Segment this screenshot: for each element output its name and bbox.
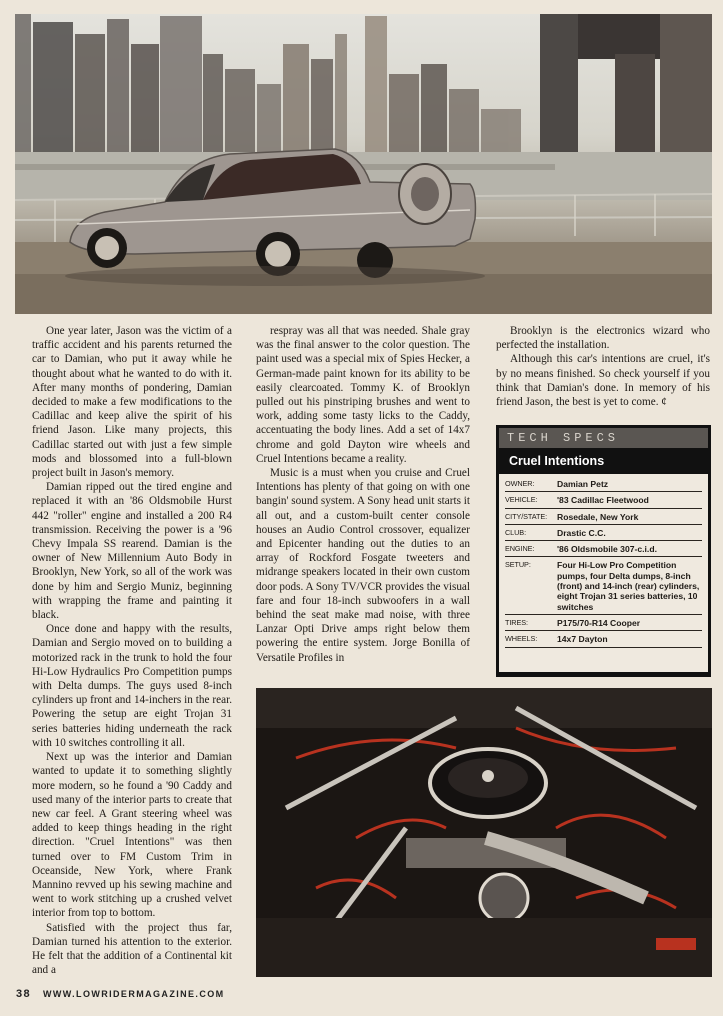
article-paragraph: Once done and happy with the results, Damian and Sergio moved on to building a motorized rack in the trunk to hold the four Hi-Low Hydraulics Pro Competition pumps with Delta dumps. The guys used 8-inch cylinders up front and 14-inchers in the rear. Powering the setup are eight Trojan 31 series batteries hiding underneath the rack with 10 switches controlling it all. bbox=[32, 623, 232, 749]
spec-value: 14x7 Dayton bbox=[557, 634, 608, 645]
engine-photo-illustration bbox=[256, 688, 712, 977]
spec-value: Damian Petz bbox=[557, 479, 609, 489]
spec-label: ENGINE: bbox=[505, 544, 535, 554]
tech-specs-box bbox=[496, 425, 711, 677]
spec-label: OWNER: bbox=[505, 479, 535, 488]
article-paragraph: Brooklyn is the electronics wizard who perfected the installation. bbox=[496, 325, 710, 352]
article-paragraph: Damian ripped out the tired engine and replaced it with an '86 Oldsmobile Hurst 442 "roller" engine and installed a 200 R4 transmission. Receiving the power is a '96 Chevy Impala SS rearend. Damian is the owner of New Millennium Auto Body in Brooklyn, New York, so all of the work was done by him and Sergio Muniz, beginning with wrapping the frame and painting it black. bbox=[32, 481, 232, 622]
spec-value: Rosedale, New York bbox=[557, 511, 639, 522]
spec-value: P175/70-R14 Cooper bbox=[557, 617, 641, 628]
website-url: WWW.LOWRIDERMAGAZINE.COM bbox=[42, 989, 225, 999]
tech-specs-table bbox=[499, 474, 708, 672]
spec-value: '83 Cadillac Fleetwood bbox=[557, 495, 649, 506]
spec-value: Drastic C.C. bbox=[557, 527, 606, 538]
spec-label: CITY/STATE: bbox=[505, 511, 548, 521]
engine-bay-photo bbox=[256, 688, 712, 977]
article-paragraph: One year later, Jason was the victim of a traffic accident and his parents returned the car to Damian, who put it away while he thought about what he wanted to do with it. After many months of pondering, Damian decided to make a few modifications to the Cadillac and keep alive the spirit of his friend Jason. Like many projects, this Cadillac started out with just a few simple mods and blossomed into a full-blown project built in Jason's memory. bbox=[32, 325, 232, 480]
tech-specs-header: TECH SPECS bbox=[499, 428, 708, 448]
article-paragraph: respray was all that was needed. Shale gray was the final answer to the color question. The paint used was a special mix of Spies Hecker, a German-made paint known for its ability to be easily clearcoated. Tommy K. of Brooklyn pulled out his pinstriping brushes and went to work, adding some tasty licks to the Caddy, accentuating the body lines. Add a set of 14x7 chrome and gold Dayton wire wheels and Cruel Intentions became a reality. bbox=[256, 325, 470, 465]
spec-label: VEHICLE: bbox=[505, 495, 538, 505]
article-column-2 bbox=[256, 324, 470, 665]
article-paragraph: Music is a must when you cruise and Cruel Intentions has plenty of that going on with one bangin' sound system. A Sony head unit starts it all out, and a custom-built center console houses an Audio Control crossover, equalizer and Epicenter handing out the duties to an array of Rockford Fosgate tweeters and midrange speakers located in their own custom door pods. A Sony TV/VCR provides the visual fare and four 18-inch subwoofers in a wall behind the seat make mad noise, with three Lanzar Opti Drive amps right below them powering the entire system. Jorge Bonilla of Versatile Profiles in bbox=[256, 467, 470, 664]
spec-value: Four Hi-Low Pro Competition pumps, four Delta dumps, 8-inch (front) and 14-inch (rear) cylinders, eight Trojan 31 series batteries, 10 switches bbox=[557, 560, 700, 612]
article-column-1 bbox=[32, 324, 232, 977]
spec-value: '86 Oldsmobile 307-c.i.d. bbox=[557, 544, 657, 555]
spec-row-engine bbox=[505, 541, 702, 557]
spec-label: CLUB: bbox=[505, 527, 526, 537]
article-paragraph: Although this car's intentions are cruel, it's by no means finished. So check yourself if you think that Damian's done. In memory of his friend Jason, the best is yet to come. ¢ bbox=[496, 353, 710, 409]
page-footer bbox=[16, 988, 225, 1000]
spec-row-city-state bbox=[505, 509, 702, 525]
cadillac-skyline-photo bbox=[15, 14, 712, 314]
article-paragraph: Next up was the interior and Damian wanted to update it to something slightly more modern, so he found a '90 Caddy and used many of the interior parts to create that new car feel. A Grant steering wheel was added to keep things heading in the right direction. "Cruel Intentions" was then turned over to FM Custom Trim in Oceanside, New York, where Frank Mannino revved up his sewing machine and went to work stitching up a crushed velvet interior from top to bottom. bbox=[32, 751, 232, 920]
article-paragraph: Satisfied with the project thus far, Damian turned his attention to the exterior. He felt that the addition of a Continental kit and a bbox=[32, 921, 232, 977]
spec-row-vehicle bbox=[505, 492, 702, 508]
spec-label: TIRES: bbox=[505, 617, 528, 627]
tech-specs-title: Cruel Intentions bbox=[509, 454, 605, 468]
article-column-3 bbox=[496, 324, 710, 409]
spec-label: SETUP: bbox=[505, 560, 531, 570]
spec-row-wheels bbox=[505, 631, 702, 647]
spec-row-owner bbox=[505, 476, 702, 492]
spec-row-club bbox=[505, 525, 702, 541]
spec-row-setup bbox=[505, 557, 702, 614]
cadillac-photo-illustration bbox=[15, 14, 712, 314]
page-number: 38 bbox=[16, 988, 32, 1000]
spec-row-tires bbox=[505, 615, 702, 631]
spec-label: WHEELS: bbox=[505, 634, 538, 644]
